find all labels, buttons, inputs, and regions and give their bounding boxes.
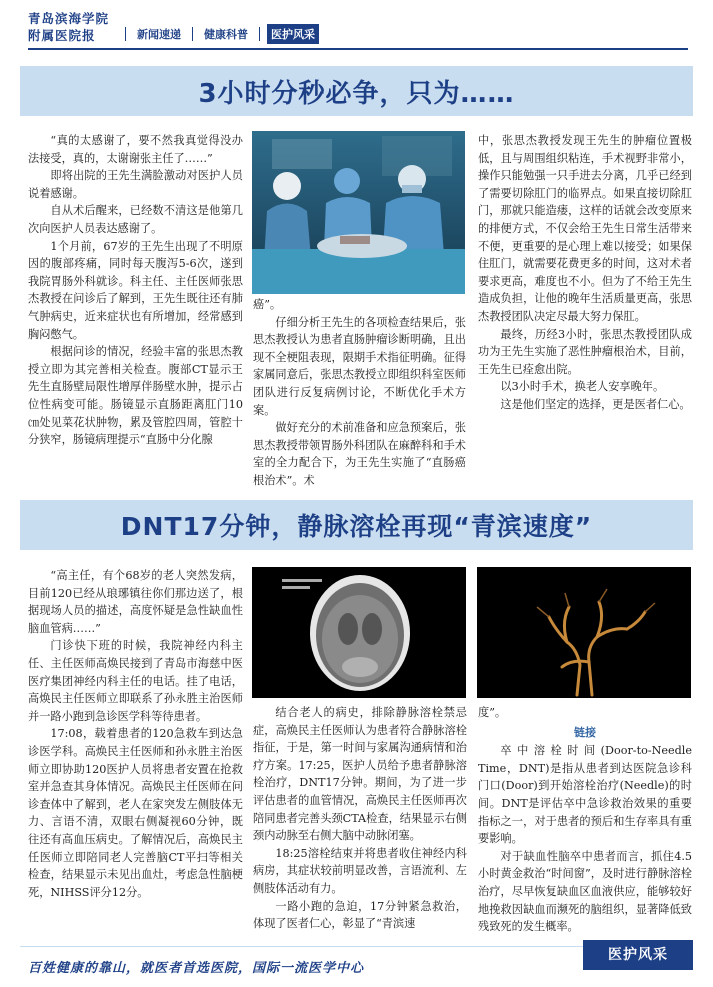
surgery-photo-illustration [252, 131, 465, 294]
cta-vessel-image [477, 567, 691, 698]
paragraph: “真的太感谢了，要不然我真觉得没办法接受，真的，太谢谢张主任了……” [28, 134, 243, 165]
brand-line-2: 附属医院报 [28, 28, 96, 43]
paragraph: 自从术后醒来，已经数不清这是他第几次向医护人员表达感谢了。 [28, 204, 243, 235]
page-header [0, 0, 713, 55]
paragraph: 门诊快下班的时候，我院神经内科主任、主任医师高焕民接到了青岛市海慈中医医疗集团神经内科主任的电话。挂了电话，高焕民主任医师立即联系了孙永胜主治医师并一路小跑到急诊医学科等待患者。 [28, 639, 243, 723]
paragraph: 18:25溶栓结束并将患者收住神经内科病房，其症状较前明显改善，言语流利、左侧肢体活动有力。 [253, 846, 467, 895]
link-section-title: 链接 [574, 725, 596, 739]
paragraph: 根据问诊的情况，经验丰富的张思杰教授立即为其完善相关检查。腹部CT显示王先生直肠壁局限性增厚伴肠壁水肿，提示占位性病变可能。肠镜显示直肠距离肛门10㎝处见菜花状肿物，累及管腔四周，管腔十分狭窄，肠镜病理提示“直肠中分化腺 [28, 345, 243, 447]
cta-vessel-illustration [477, 567, 691, 698]
article1-column-3 [478, 132, 692, 414]
brand-line-1: 青岛滨海学院 [28, 11, 110, 26]
paragraph: 卒中溶栓时间(Door-to-Needle Time，DNT)是指从患者到达医院急诊科门口(Door)到开始溶栓治疗(Needle)的时间。DNT是评估卒中急诊救治效果的重要指标之一，对于患者的预后和生存率具有重要影响。 [478, 744, 692, 846]
surgery-photo [252, 131, 465, 294]
paragraph: 这是他们坚定的选择，更是医者仁心。 [500, 397, 691, 411]
paragraph: 对于缺血性脑卒中患者而言，抓住4.5小时黄金救治“时间窗”，及时进行静脉溶栓治疗，尽早恢复缺血区血液供应，能够较好地挽救因缺血而濒死的脑组织，显著降低致残致死的发生概率。 [478, 849, 692, 934]
tab-news[interactable]: 新闻速递 [137, 28, 181, 41]
paragraph: 1个月前，67岁的王先生出现了不明原因的腹部疼痛，同时每天腹泻5-6次，遂到我院胃肠外科就诊。科主任、主任医师张思杰教授在问诊后了解到，王先生既往还有肺气肿病史，近来症状也有所增加，经常感到胸闷憋气。 [28, 239, 243, 341]
tab-health-science[interactable]: 健康科普 [204, 28, 248, 41]
nav-divider [259, 27, 260, 41]
brain-ct-image [252, 567, 466, 698]
footer-motto: 百姓健康的靠山，就医者首选医院，国际一流医学中心 [28, 961, 365, 976]
footer-section-label: 医护风采 [583, 940, 693, 970]
paragraph: 一路小跑的急迫，17分钟紧急救治，体现了医者仁心，彰显了“青滨速 [253, 899, 467, 931]
paragraph: 17:08，载着患者的120急救车到达急诊医学科。高焕民主任医师和孙永胜主治医师立即协助120医护人员将患者安置在抢救室并急查其身体情况。高焕民主任医师在问诊查体中了解到，老人在家突发左侧肢体无力、言语不清，双眼右侧凝视60分钟，既往还有高血压病史。了解情况后，高焕民主任医师立即陪同老人完善脑CT平扫等相关检查，结果显示未见出血灶，考虑急性脑梗死，NIHSS评分12分。 [28, 727, 243, 899]
article1-title: 3小时分秒必争，只为…… [198, 79, 515, 109]
article2-column-1 [28, 567, 243, 901]
paragraph: 做好充分的术前准备和应急预案后，张思杰教授带领胃肠外科团队在麻醉科和手术室的全力配合下，为王先生实施了“直肠癌根治术”。术 [253, 421, 466, 487]
article1-banner [20, 66, 693, 116]
paragraph: 中，张思杰教授发现王先生的肿瘤位置极低，且与周围组织粘连，手术视野非常小，操作只能勉强一只手进去分离，几乎已经到了需要切除肛门的临界点。如果直接切除肛门，那就只能造瘘，这样的话就会改变原来的排便方式，不仅会给王先生日常生活带来不便，更重要的是心理上难以接受；如果保住肛门，就需要花费更多的时间，这对术者要求更高，难度也不小。但为了不给王先生造成负担，让他的晚年生活质量更高，张思杰教授团队决定尽最大努力保肛。 [478, 134, 692, 323]
paragraph: 最终，历经3小时，张思杰教授团队成功为王先生实施了恶性肿瘤根治术，目前，王先生已痊愈出院。 [478, 327, 692, 376]
brain-ct-illustration [252, 567, 466, 698]
section-nav [118, 24, 319, 44]
paragraph: 即将出院的王先生满脸激动对医护人员说着感谢。 [28, 169, 243, 200]
paragraph: 以3小时手术，换老人安享晚年。 [500, 380, 665, 394]
paragraph: 癌”。 [253, 298, 282, 311]
article2-title: DNT17分钟，静脉溶栓再现“青滨速度” [120, 512, 593, 541]
article2-column-3 [478, 704, 692, 936]
article2-banner [20, 500, 693, 550]
article1-column-2 [253, 296, 466, 490]
nav-divider [125, 27, 126, 41]
tab-medical-staff[interactable]: 医护风采 [267, 24, 319, 44]
paragraph: “高主任，有个68岁的老人突然发病，目前120已经从琅琊镇往你们那边送了，根据现场人员的描述，高度怀疑是急性缺血性脑血管病……” [28, 569, 243, 635]
header-rule [28, 48, 688, 50]
article2-column-2 [253, 704, 467, 933]
paragraph: 结合老人的病史，排除静脉溶栓禁忌症，高焕民主任医师认为患者符合静脉溶栓指征，于是，第一时间与家属沟通病情和治疗方案。17:25，医护人员给予患者静脉溶栓治疗，DNT17分钟。期间，为了进一步评估患者的血管情况，高焕民主任医师再次陪同患者完善头颈CTA检查，结果显示右侧颈内动脉至右侧大脑中动脉闭塞。 [253, 706, 467, 843]
newspaper-brand [28, 10, 109, 44]
paragraph: 度”。 [478, 706, 507, 719]
article1-column-1 [28, 132, 243, 449]
paragraph: 仔细分析王先生的各项检查结果后，张思杰教授认为患者直肠肿瘤诊断明确，且出现不全梗阻表现，限期手术指征明确。征得家属同意后，张思杰教授立即组织科室医师团队进行反复病例讨论，不断优化手术方案。 [253, 315, 466, 417]
nav-divider [192, 27, 193, 41]
